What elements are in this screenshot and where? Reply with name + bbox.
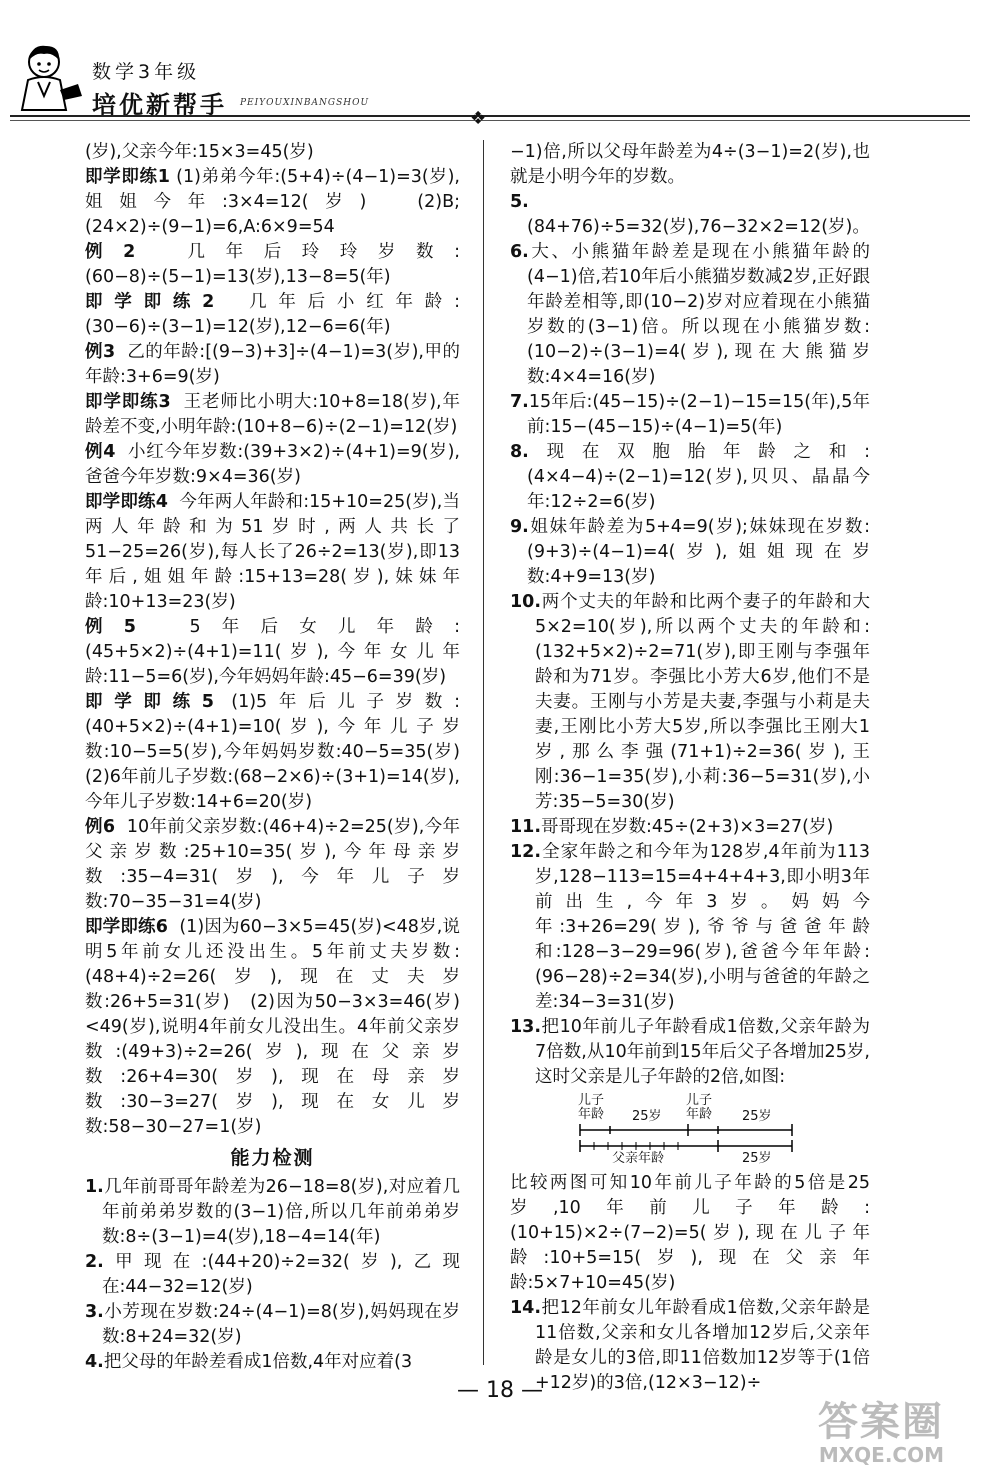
answer-text: 王老师比小明大:10+8=18(岁),年龄差不变,小明年龄:(10+8−6)÷(2−1)=12(岁) — [85, 392, 460, 437]
answer-text: 今年两人年龄和:15+10=25(岁),当两人年龄和为51岁时,两人共长了51−25=26(岁),每人长了26÷2=13(岁),即13年后,姐姐年龄:15+13=28(岁),妹妹年龄:10+13=23(岁) — [85, 492, 460, 612]
list-item — [510, 390, 870, 440]
list-item — [510, 815, 870, 840]
diagram-label-gap-2: 25岁 — [742, 1109, 772, 1124]
item-text: 把10年前儿子年龄看成1倍数,父亲年龄为7倍数,从10年前到15年后父子各增加25岁,这时父亲是儿子年龄的2倍,如图: — [535, 1017, 870, 1087]
item-text: 把父母的年龄差看成1倍数,4年对应着(3 — [103, 1352, 413, 1372]
example-label: 例3 — [85, 342, 116, 362]
item-text: 哥哥现在岁数:45÷(2+3)×3=27(岁) — [541, 817, 834, 837]
exercise-label: 即学即练5 — [85, 692, 214, 712]
answer-para — [85, 915, 460, 1140]
answer-para: (岁),父亲今年:15×3=45(岁) — [85, 142, 314, 162]
watermark-logo-text: 答案圈 — [818, 1399, 944, 1445]
example-label: 例5 — [85, 617, 136, 637]
watermark — [818, 1390, 944, 1467]
item-number: 13. — [510, 1017, 542, 1037]
list-item — [85, 1350, 460, 1375]
item-number: 14. — [510, 1298, 542, 1318]
example-label: 例2 — [85, 242, 136, 262]
header-rule-thin — [10, 120, 970, 121]
item-number: 12. — [510, 842, 542, 862]
ornament-icon: ❖ — [470, 108, 487, 129]
answer-para — [85, 815, 460, 915]
answer-para — [85, 240, 460, 290]
header-rule — [10, 115, 970, 117]
mascot-logo — [8, 40, 90, 126]
watermark-url: MXQE.COM — [818, 1443, 944, 1467]
answer-para — [85, 340, 460, 390]
column-divider — [483, 140, 484, 1365]
book-title-pinyin: PEIYOUXINBANGSHOU — [240, 98, 370, 108]
answer-text: (1)弟弟今年:(5+4)÷(4−1)=3(岁),姐姐今年:3×4=12(岁) (2)B;(24×2)÷(9−1)=6,A:6×9=54 — [85, 167, 460, 237]
page-header — [0, 0, 1000, 130]
item-number: 9. — [510, 517, 529, 537]
item-number: 4. — [85, 1352, 104, 1372]
left-column — [85, 140, 478, 1375]
item-text: (84+76)÷5=32(岁),76−32×2=12(岁)。 — [527, 217, 870, 237]
item-text: 几年前哥哥年龄差为26−18=8(岁),对应着几年前弟弟岁数的(3−1)倍,所以几年前弟弟岁数:8÷(3−1)=4(岁),18−4=14(年) — [102, 1177, 460, 1247]
diagram-label-father: 父亲年龄 — [612, 1151, 665, 1166]
right-column — [510, 140, 870, 1396]
list-item — [510, 440, 870, 515]
example-label: 例6 — [85, 817, 116, 837]
answer-para — [85, 690, 478, 815]
exercise-label: 即学即练1 — [85, 167, 170, 187]
item-number: 11. — [510, 817, 542, 837]
list-item — [510, 1015, 870, 1090]
exercise-label: 即学即练3 — [85, 392, 171, 412]
item-number: 10. — [510, 592, 542, 612]
example-label: 例4 — [85, 442, 116, 462]
list-item — [510, 840, 870, 1015]
item-number: 5. — [510, 192, 529, 212]
item-number: 3. — [85, 1302, 104, 1322]
exercise-label: 即学即练6 — [85, 917, 168, 937]
item-number: 8. — [510, 442, 529, 462]
item-text: 全家年龄之和今年为128岁,4年前为113岁,128−113=15=4+4+4+3,即小明3年前出生,今年3岁。妈妈今年:3+26=29(岁),爷爷与爸爸年龄和:128−3−29=96(岁),爸爸今年年龄:(96−28)÷2=34(岁),小明与爸爸的年龄之差:34−3=31(岁) — [535, 842, 870, 1012]
item-number: 2. — [85, 1252, 104, 1272]
book-title: 培优新帮手 — [92, 91, 227, 119]
item-number: 6. — [510, 242, 529, 262]
section-heading: 能力检测 — [230, 1147, 315, 1169]
answer-text: 几年后玲玲岁数:(60−8)÷(5−1)=13(岁),13−8=5(年) — [85, 242, 460, 287]
answer-text: 5年后女儿年龄:(45+5×2)÷(4+1)=11(岁),今年女儿年龄:11−5=6(岁),今年妈妈年龄:45−6=39(岁) — [85, 617, 460, 687]
item-number: 1. — [85, 1177, 104, 1197]
list-item — [510, 515, 870, 590]
answer-para — [85, 290, 460, 340]
answer-para — [85, 390, 460, 440]
list-item — [510, 190, 870, 240]
exercise-label: 即学即练4 — [85, 492, 168, 512]
diagram-label-son-1: 儿子年龄 — [578, 1093, 605, 1122]
diagram-label-son-2: 儿子年龄 — [686, 1093, 713, 1122]
item-number: 7. — [510, 392, 529, 412]
diagram-label-gap-3: 25岁 — [742, 1151, 772, 1166]
item-text: 两个丈夫的年龄和比两个妻子的年龄和大5×2=10(岁),所以两个丈夫的年龄和:(132+5×2)÷2=71(岁),即王刚与李强年龄和为71岁。李强比小芳大6岁,他们不是夫妻。王刚与小芳是夫妻,李强与小莉是夫妻,王刚比小芳大5岁,所以李强比王刚大1岁,那么李强(71+1)÷2=36(岁),王刚:36−1=35(岁),小莉:36−5=31(岁),小芳:35−5=30(岁) — [535, 592, 870, 812]
list-item — [510, 240, 870, 390]
list-item — [85, 1175, 460, 1250]
item-text: 小芳现在岁数:24÷(4−1)=8(岁),妈妈现在岁数:8+24=32(岁) — [102, 1302, 460, 1347]
exercise-label: 即学即练2 — [85, 292, 215, 312]
answer-para — [85, 165, 460, 240]
answer-para — [85, 440, 460, 490]
answer-text: 几年后小红年龄:(30−6)÷(3−1)=12(岁),12−6=6(年) — [85, 292, 460, 337]
answer-text: (1)5年后儿子岁数:(40+5×2)÷(4+1)=10(岁),今年儿子岁数:10−5=5(岁),今年妈妈岁数:40−5=35(岁) (2)6年前儿子岁数:(68−2×6)÷(3+1)=14(岁),今年儿子岁数:14+6=20(岁) — [85, 692, 478, 812]
answer-para: −1)倍,所以父母年龄差为4÷(3−1)=2(岁),也就是小明今年的岁数。 — [510, 142, 870, 187]
line-segment-diagram — [570, 1092, 800, 1167]
item-text: 把12年前女儿年龄看成1倍数,父亲年龄是11倍数,父亲和女儿各增加12岁后,父亲年龄是女儿的3倍,即11倍数加12岁等于(1倍+12岁)的3倍,(12×3−12)÷ — [535, 1298, 870, 1393]
item-text: 现在双胞胎年龄之和:(4×4−4)÷(2−1)=12(岁),贝贝、晶晶今年:12÷2=6(岁) — [527, 442, 870, 512]
answer-text: (1)因为60−3×5=45(岁)<48岁,说明5年前女儿还没出生。5年前丈夫岁数:(48+4)÷2=26(岁),现在丈夫岁数:26+5=31(岁) (2)因为50−3×3=46(岁)<49(岁),说明4年前女儿没出生。4年前父亲岁数:(49+3)÷2=26(岁),现在父亲岁数:26+4=30(岁),现在母亲岁数:30−3=27(岁),现在女儿岁数:58−30−27=1(岁) — [85, 917, 460, 1137]
list-item — [85, 1250, 460, 1300]
diagram-label-gap-1: 25岁 — [632, 1109, 662, 1124]
grade-subtitle: 数学3年级 — [92, 61, 201, 83]
answer-para — [85, 615, 460, 690]
list-item — [85, 1300, 460, 1350]
answer-text: 乙的年龄:[(9−3)+3]÷(4−1)=3(岁),甲的年龄:3+6=9(岁) — [85, 342, 460, 387]
item-text: 15年后:(45−15)÷(2−1)−15=15(年),5年前:15−(45−15)÷(4−1)=5(年) — [527, 392, 870, 437]
item-text: 甲现在:(44+20)÷2=32(岁),乙现在:44−32=12(岁) — [102, 1252, 460, 1297]
answer-text: 10年前父亲岁数:(46+4)÷2=25(岁),今年父亲岁数:25+10=35(岁),今年母亲岁数:35−4=31(岁),今年儿子岁数:70−35−31=4(岁) — [85, 817, 460, 912]
list-item — [510, 590, 870, 815]
item-text: 大、小熊猫年龄差是现在小熊猫年龄的(4−1)倍,若10年后小熊猫岁数减2岁,正好跟年龄差相等,即(10−2)岁对应着现在小熊猫岁数的(3−1)倍。所以现在小熊猫岁数:(10−2)÷(3−1)=4(岁),现在大熊猫岁数:4×4=16(岁) — [527, 242, 870, 387]
answer-text: 小红今年岁数:(39+3×2)÷(4+1)=9(岁),爸爸今年岁数:9×4=36(岁) — [85, 442, 460, 487]
answer-para: 比较两图可知10年前儿子年龄的5倍是25岁,10年前儿子年龄:(10+15)×2÷(7−2)=5(岁),现在儿子年龄:10+5=15(岁),现在父亲年龄:5×7+10=45(岁) — [510, 1173, 870, 1293]
page-number: — 18 — — [457, 1378, 543, 1403]
answer-para — [85, 490, 460, 615]
item-text: 姐妹年龄差为5+4=9(岁);妹妹现在岁数:(9+3)÷(4−1)=4(岁),姐姐现在岁数:4+9=13(岁) — [527, 517, 870, 587]
